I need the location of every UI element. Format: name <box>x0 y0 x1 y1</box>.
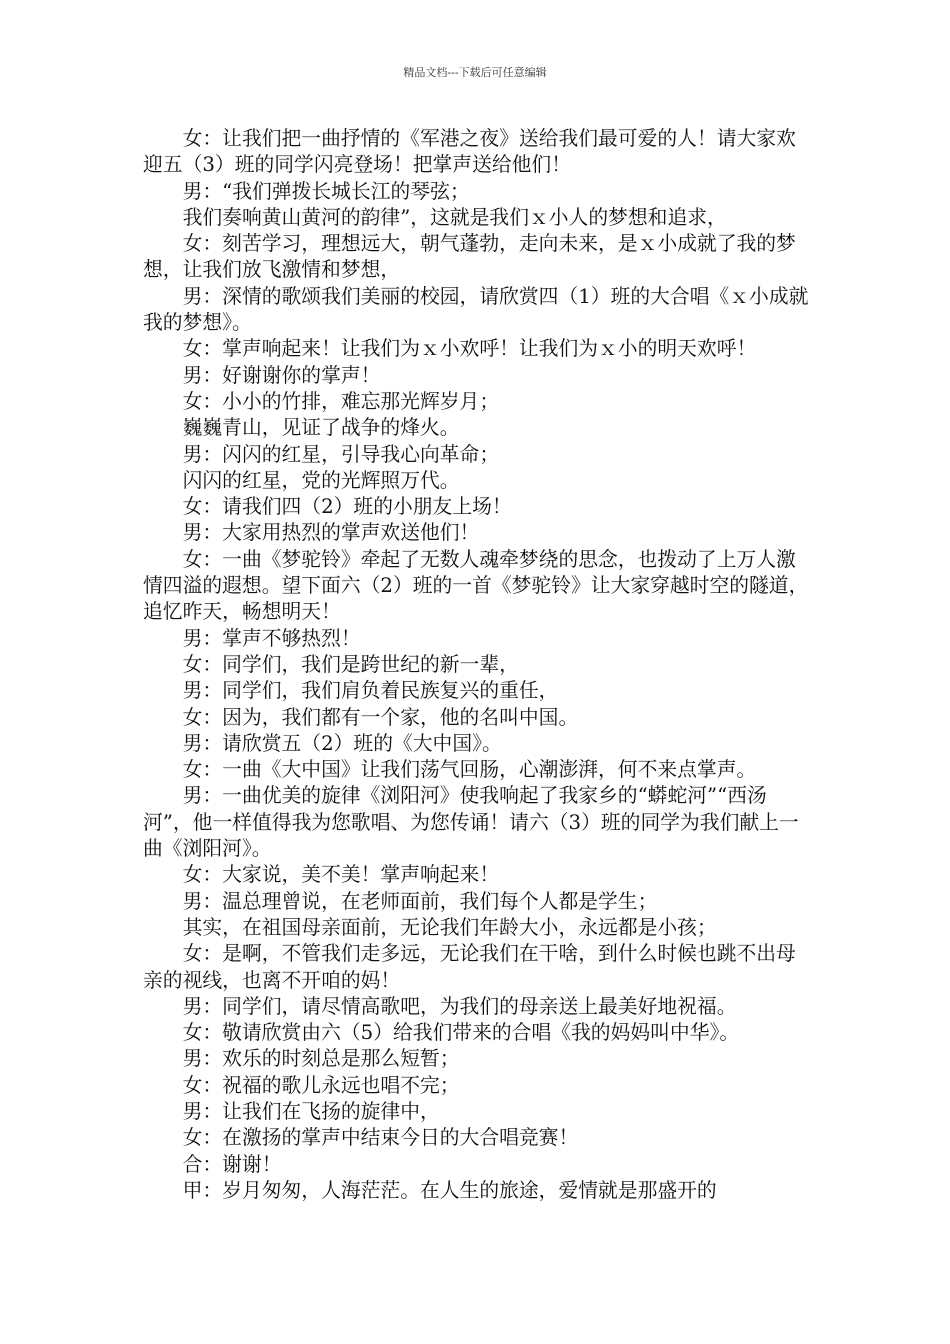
paragraph: 女：因为，我们都有一个家，他的名叫中国。 <box>182 705 579 729</box>
paragraph: 女：刻苦学习，理想远大，朝气蓬勃，走向未来，是ｘ小成就了我的梦想，让我们放飞激情和梦想， <box>143 232 796 282</box>
paragraph: 女：是啊，不管我们走多远，无论我们在干啥，到什么时候也跳不出母亲的视线，也离不开咱的妈！ <box>143 942 796 992</box>
paragraph: 女：一曲《大中国》让我们荡气回肠，心潮澎湃，何不来点掌声。 <box>182 758 757 782</box>
document-body <box>143 126 815 1204</box>
paragraph: 男：同学们，我们肩负着民族复兴的重任， <box>182 679 559 703</box>
paragraph: 女：小小的竹排，难忘那光辉岁月； <box>182 389 500 413</box>
paragraph: 女：敬请欣赏由六（5）给我们带来的合唱《我的妈妈叫中华》。 <box>182 1021 740 1045</box>
paragraph: 男：同学们，请尽情高歌吧，为我们的母亲送上最美好地祝福。 <box>182 994 737 1018</box>
paragraph: 男：欢乐的时刻总是那么短暂； <box>182 1047 460 1071</box>
page-header: 精品文档---下载后可任意编辑 <box>403 66 547 79</box>
paragraph: 男：大家用热烈的掌声欢送他们！ <box>182 521 480 545</box>
paragraph: 女：祝福的歌儿永远也唱不完； <box>182 1073 460 1097</box>
paragraph: 女：让我们把一曲抒情的《军港之夜》送给我们最可爱的人！请大家欢迎五（3）班的同学闪亮登场！把掌声送给他们！ <box>143 127 796 177</box>
paragraph: 男：深情的歌颂我们美丽的校园，请欣赏四（1）班的大合唱《ｘ小成就我的梦想》。 <box>143 284 809 335</box>
paragraph: 男：让我们在飞扬的旋律中， <box>182 1099 440 1123</box>
paragraph: 甲：岁月匆匆，人海茫茫。在人生的旅途，爱情就是那盛开的 <box>182 1178 717 1202</box>
paragraph: 巍巍青山，见证了战争的烽火。 <box>182 416 460 440</box>
paragraph: 男：好谢谢你的掌声！ <box>182 363 381 387</box>
paragraph: 我们奏响黄山黄河的韵律”，这就是我们ｘ小人的梦想和追求， <box>182 205 727 229</box>
paragraph: 女：掌声响起来！让我们为ｘ小欢呼！让我们为ｘ小的明天欢呼！ <box>182 337 757 361</box>
paragraph: 男：温总理曾说，在老师面前，我们每个人都是学生； <box>182 889 658 913</box>
paragraph: 女：请我们四（2）班的小朋友上场！ <box>182 495 512 519</box>
paragraph: 男：一曲优美的旋律《浏阳河》使我响起了我家乡的“蟒蛇河”“西汤河”，他一样值得我为您歌唱、为您传诵！请六（3）班的同学为我们献上一曲《浏阳河》。 <box>143 784 799 861</box>
paragraph: 女：大家说，美不美！掌声响起来！ <box>182 863 500 887</box>
paragraph: 其实，在祖国母亲面前，无论我们年龄大小，永远都是小孩； <box>182 915 717 939</box>
paragraph: 女：一曲《梦驼铃》牵起了无数人魂牵梦绕的思念，也拨动了上万人激情四溢的遐想。望下面六（2）班的一首《梦驼铃》让大家穿越时空的隧道，追忆昨天，畅想明天！ <box>143 547 809 624</box>
paragraph: 男：“我们弹拨长城长江的琴弦； <box>182 179 470 203</box>
paragraph: 女：同学们，我们是跨世纪的新一辈， <box>182 652 519 676</box>
paragraph: 合：谢谢！ <box>182 1152 282 1176</box>
paragraph: 女：在激扬的掌声中结束今日的大合唱竞赛！ <box>182 1126 579 1150</box>
paragraph: 男：闪闪的红星，引导我心向革命； <box>182 442 500 466</box>
paragraph: 闪闪的红星，党的光辉照万代。 <box>182 468 460 492</box>
paragraph: 男：请欣赏五（2）班的《大中国》。 <box>182 731 502 755</box>
paragraph: 男：掌声不够热烈！ <box>182 626 361 650</box>
